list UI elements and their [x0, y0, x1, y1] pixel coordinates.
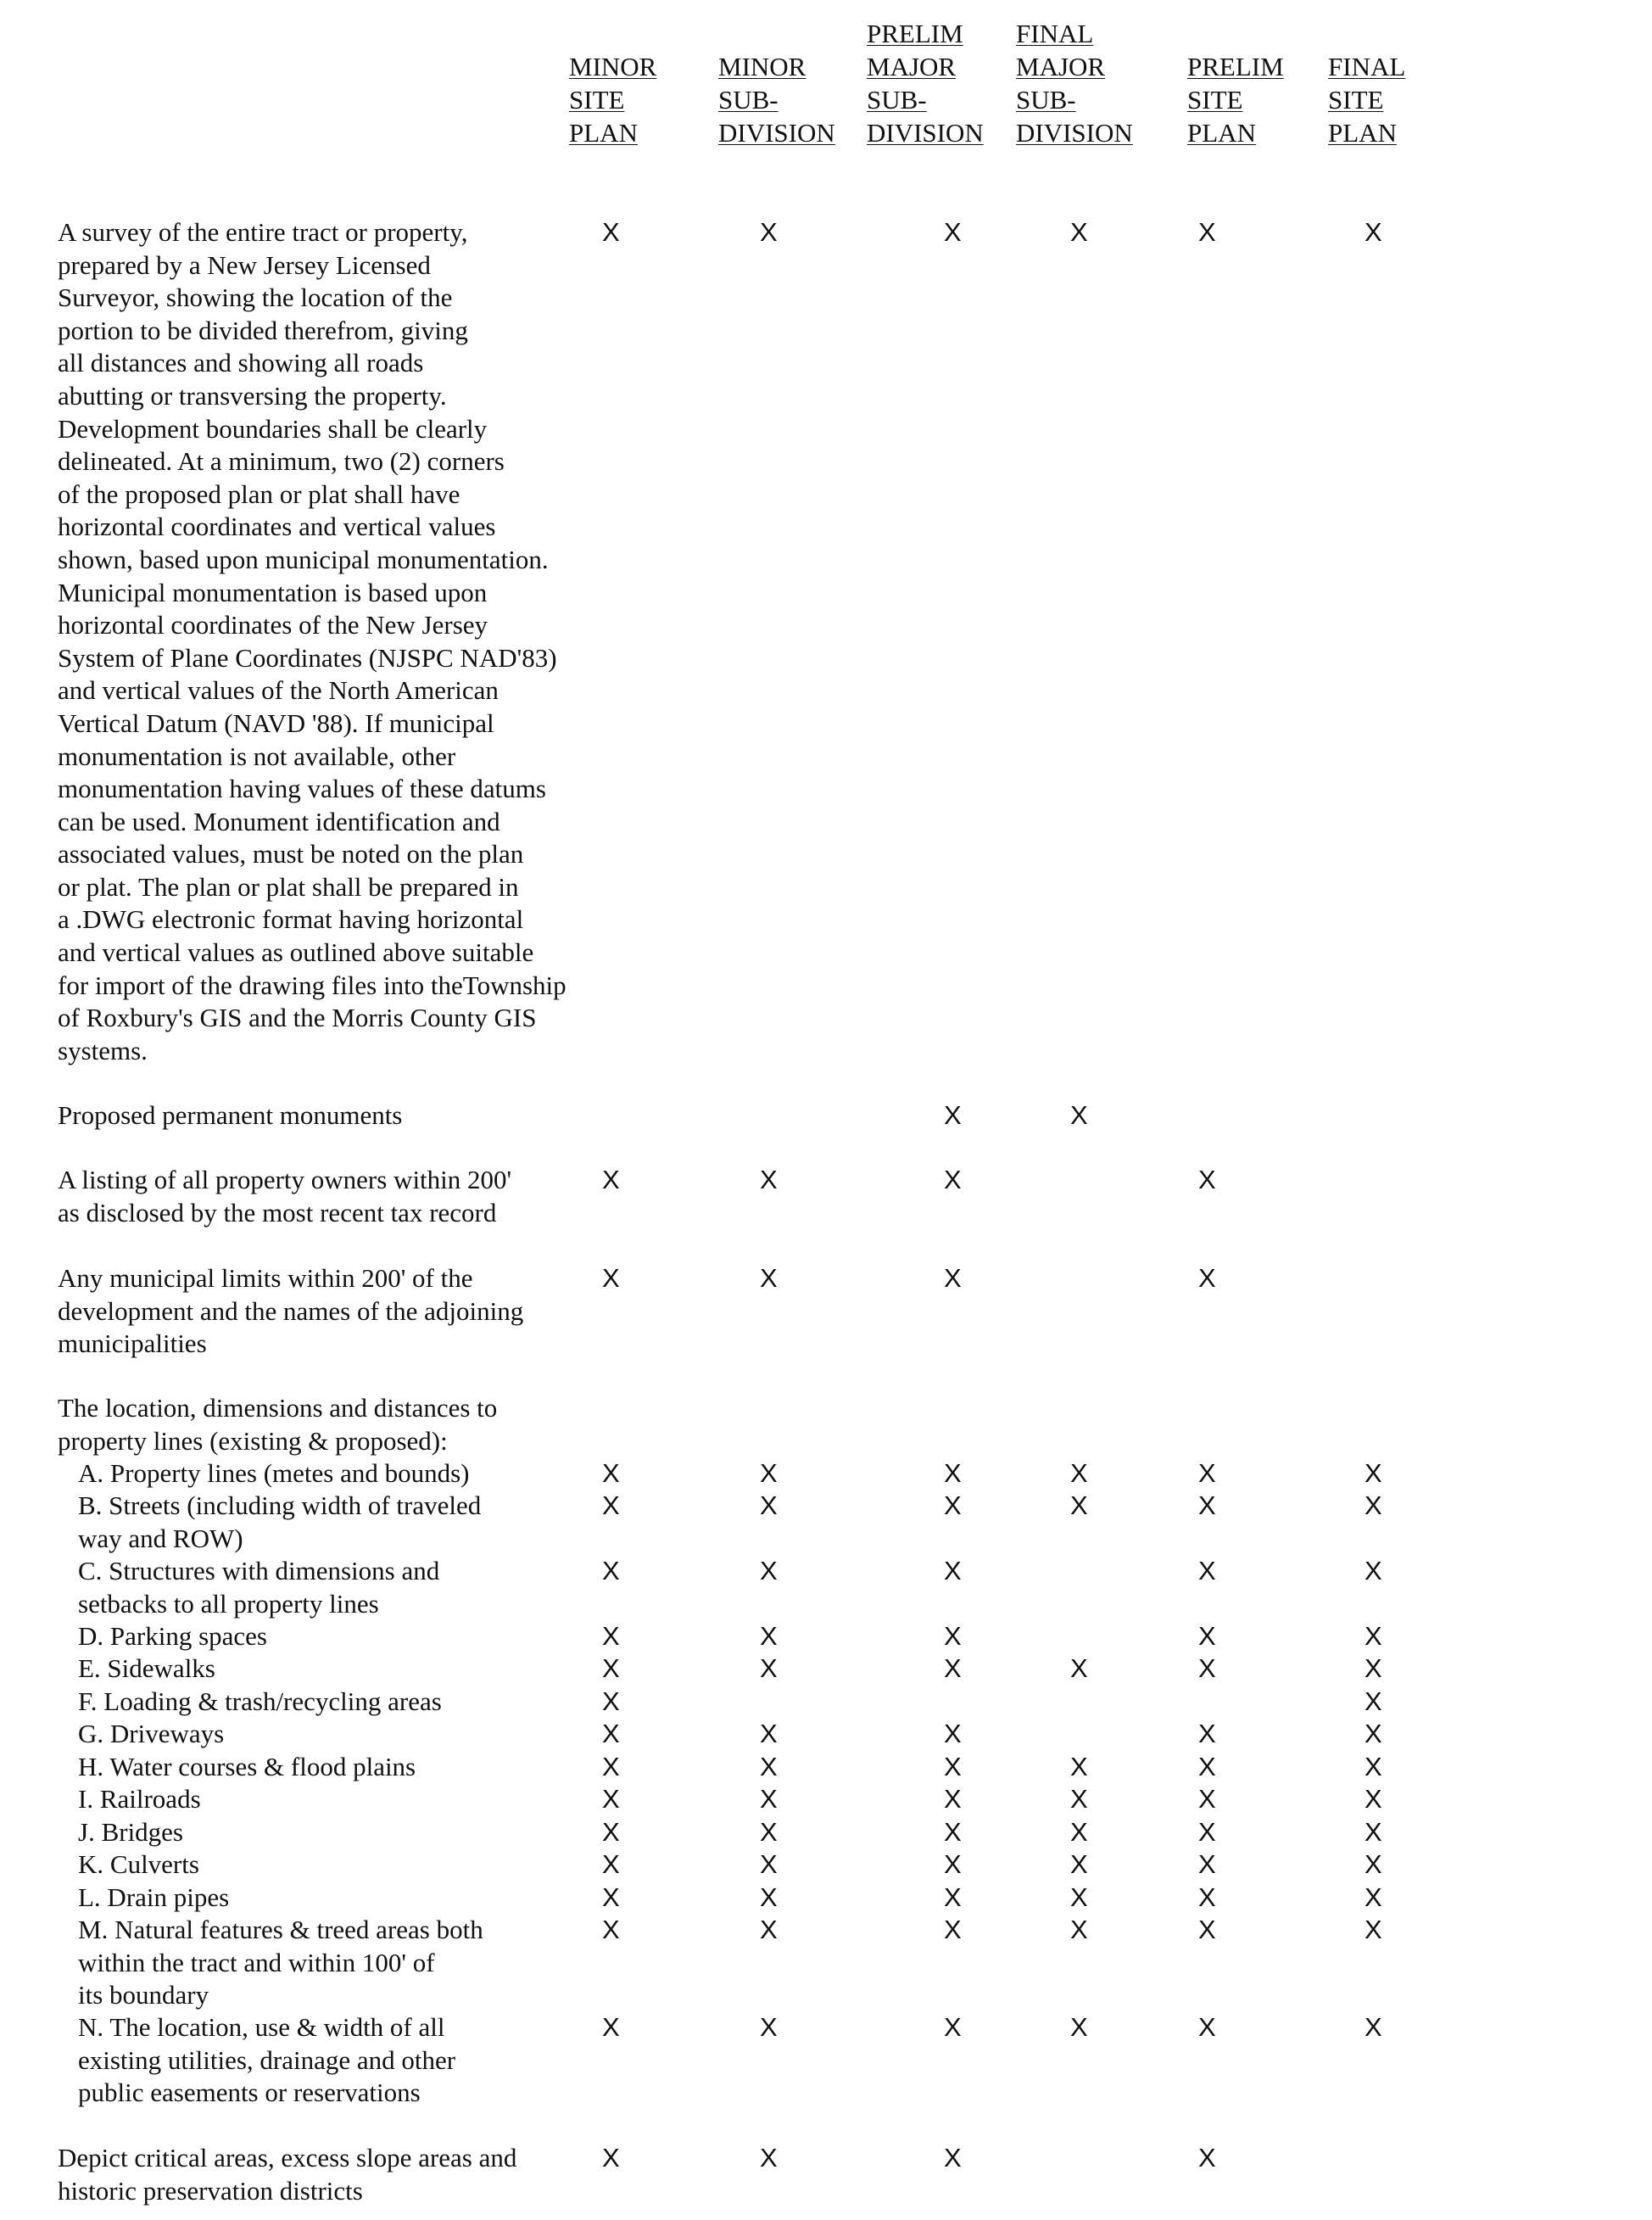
- header-line: DIVISION: [1016, 118, 1133, 148]
- check-mark: X: [1198, 217, 1216, 247]
- header-line: MAJOR: [1016, 52, 1106, 81]
- row-description: A. Property lines (metes and bounds): [78, 1458, 470, 1488]
- check-mark: X: [1365, 1882, 1382, 1912]
- check-mark: X: [760, 2143, 778, 2172]
- check-mark: X: [944, 1915, 962, 1944]
- column-header-minor-site-plan: [569, 14, 656, 149]
- check-mark: X: [1070, 1752, 1088, 1781]
- row-description: F. Loading & trash/recycling areas: [78, 1686, 442, 1716]
- check-mark: X: [1365, 1653, 1382, 1683]
- check-mark: X: [602, 1556, 620, 1585]
- row-description: D. Parking spaces: [78, 1621, 267, 1651]
- column-header-prelim-major-subdivision: [867, 14, 984, 149]
- row-description: Any municipal limits within 200' of the development and the names of the adjoining municipalities: [58, 1263, 524, 1359]
- check-mark: X: [1198, 1556, 1216, 1585]
- check-mark: X: [944, 1263, 962, 1293]
- header-line: FINAL: [1328, 52, 1406, 81]
- row-description: Depict critical areas, excess slope areas and historic preservation districts: [58, 2143, 517, 2206]
- header-line: MINOR: [569, 52, 657, 81]
- check-mark: X: [602, 1621, 620, 1651]
- check-mark: X: [760, 1719, 778, 1748]
- check-mark: X: [602, 2012, 620, 2042]
- check-mark: X: [944, 1165, 962, 1194]
- check-mark: X: [602, 1653, 620, 1683]
- check-mark: X: [1070, 1653, 1088, 1683]
- check-mark: X: [602, 1784, 620, 1814]
- check-mark: X: [602, 1263, 620, 1293]
- check-mark: X: [1070, 1490, 1088, 1520]
- check-mark: X: [944, 1752, 962, 1781]
- check-mark: X: [1198, 1882, 1216, 1912]
- check-mark: X: [760, 1490, 778, 1520]
- check-mark: X: [1365, 217, 1382, 247]
- check-mark: X: [1198, 1817, 1216, 1847]
- check-mark: X: [760, 1817, 778, 1847]
- check-mark: X: [1198, 1849, 1216, 1879]
- check-mark: X: [1365, 1817, 1382, 1847]
- check-mark: X: [760, 1882, 778, 1912]
- check-mark: X: [1365, 1458, 1382, 1488]
- row-description: H. Water courses & flood plains: [78, 1752, 416, 1781]
- check-mark: X: [760, 1784, 778, 1814]
- check-mark: X: [1198, 1165, 1216, 1194]
- check-mark: X: [1198, 1719, 1216, 1748]
- header-line: PRELIM: [1187, 52, 1284, 81]
- check-mark: X: [760, 217, 778, 247]
- row-description: J. Bridges: [78, 1817, 183, 1847]
- check-mark: X: [760, 1263, 778, 1293]
- check-mark: X: [602, 1849, 620, 1879]
- check-mark: X: [1070, 1458, 1088, 1488]
- check-mark: X: [1070, 2012, 1088, 2042]
- check-mark: X: [760, 1915, 778, 1944]
- check-mark: X: [944, 1458, 962, 1488]
- header-line: PLAN: [1187, 118, 1256, 148]
- check-mark: X: [1365, 1849, 1382, 1879]
- check-mark: X: [602, 1915, 620, 1944]
- check-mark: X: [1198, 1458, 1216, 1488]
- check-mark: X: [1198, 1653, 1216, 1683]
- check-mark: X: [1198, 2143, 1216, 2172]
- check-mark: X: [1365, 1784, 1382, 1814]
- header-line: SUB-: [867, 85, 927, 115]
- check-mark: X: [944, 2143, 962, 2172]
- row-description: N. The location, use & width of all existing utilities, drainage and other public easements or reservations: [78, 2012, 456, 2108]
- row-description: B. Streets (including width of traveled way and ROW): [78, 1490, 482, 1553]
- header-line: SITE: [569, 85, 625, 115]
- row-description: A survey of the entire tract or property, prepared by a New Jersey Licensed Surveyor, showing the location of the portion to be divided therefrom, giving all distances and showing all roads abutting or transversing the property. Development boundaries shall be clearly delineated. At a minimum, two (2) corners of the proposed plan or plat shall have horizontal coordinates and vertical values shown, based upon municipal monumentation. Municipal monumentation is based upon horizontal coordinates of the New Jersey System of Plane Coordinates (NJSPC NAD'83) and vertical values of the North American Vertical Datum (NAVD '88). If municipal monumentation is not available, other monumentation having values of these datums can be used. Monument identification and associated values, must be noted on the plan or plat. The plan or plat shall be prepared in a .DWG electronic format having horizontal and vertical values as outlined above suitable for import of the drawing files into theTownship of Roxbury's GIS and the Morris County GIS systems.: [58, 217, 566, 1065]
- check-mark: X: [1070, 217, 1088, 247]
- header-line: MAJOR: [867, 52, 957, 81]
- row-description: K. Culverts: [78, 1849, 199, 1879]
- check-mark: X: [1070, 1882, 1088, 1912]
- check-mark: X: [944, 1100, 962, 1130]
- row-description: The location, dimensions and distances to property lines (existing & proposed):: [58, 1393, 498, 1456]
- check-mark: X: [602, 1490, 620, 1520]
- check-mark: X: [1198, 1752, 1216, 1781]
- check-mark: X: [602, 1686, 620, 1716]
- check-mark: X: [1365, 1719, 1382, 1748]
- check-mark: X: [1365, 1490, 1382, 1520]
- check-mark: X: [1365, 1915, 1382, 1944]
- header-line: FINAL: [1016, 19, 1094, 48]
- check-mark: X: [944, 2012, 962, 2042]
- column-header-prelim-site-plan: [1187, 14, 1284, 149]
- row-description: E. Sidewalks: [78, 1653, 215, 1683]
- check-mark: X: [602, 1817, 620, 1847]
- check-mark: X: [602, 1752, 620, 1781]
- check-mark: X: [944, 1556, 962, 1585]
- check-mark: X: [1365, 2012, 1382, 2042]
- header-line: SITE: [1328, 85, 1384, 115]
- check-mark: X: [602, 1165, 620, 1194]
- header-line: DIVISION: [718, 118, 835, 148]
- check-mark: X: [944, 1653, 962, 1683]
- check-mark: X: [944, 1784, 962, 1814]
- header-line: SUB-: [718, 85, 779, 115]
- check-mark: X: [1070, 1915, 1088, 1944]
- check-mark: X: [602, 1719, 620, 1748]
- check-mark: X: [760, 2012, 778, 2042]
- row-description: L. Drain pipes: [78, 1882, 230, 1912]
- column-header-minor-subdivision: [718, 14, 835, 149]
- header-line: SITE: [1187, 85, 1243, 115]
- check-mark: X: [1070, 1817, 1088, 1847]
- check-mark: X: [944, 1849, 962, 1879]
- check-mark: X: [1070, 1849, 1088, 1879]
- row-description: C. Structures with dimensions and setbacks to all property lines: [78, 1556, 440, 1619]
- check-mark: X: [760, 1621, 778, 1651]
- header-line: PLAN: [569, 118, 638, 148]
- check-mark: X: [760, 1849, 778, 1879]
- check-mark: X: [602, 217, 620, 247]
- check-mark: X: [760, 1458, 778, 1488]
- column-header-final-major-subdivision: [1016, 14, 1133, 149]
- check-mark: X: [944, 1817, 962, 1847]
- check-mark: X: [1198, 1621, 1216, 1651]
- row-description: G. Driveways: [78, 1719, 225, 1748]
- check-mark: X: [1365, 1752, 1382, 1781]
- header-line: PLAN: [1328, 118, 1397, 148]
- check-mark: X: [1198, 2012, 1216, 2042]
- check-mark: X: [1198, 1915, 1216, 1944]
- check-mark: X: [944, 217, 962, 247]
- row-description: I. Railroads: [78, 1784, 201, 1814]
- check-mark: X: [1198, 1490, 1216, 1520]
- check-mark: X: [760, 1165, 778, 1194]
- row-description: M. Natural features & treed areas both within the tract and within 100' of its boundary: [78, 1915, 483, 2010]
- check-mark: X: [760, 1752, 778, 1781]
- check-mark: X: [602, 1458, 620, 1488]
- check-mark: X: [1198, 1263, 1216, 1293]
- check-mark: X: [1365, 1621, 1382, 1651]
- check-mark: X: [944, 1719, 962, 1748]
- check-mark: X: [944, 1490, 962, 1520]
- check-mark: X: [602, 1882, 620, 1912]
- header-line: SUB-: [1016, 85, 1076, 115]
- check-mark: X: [944, 1882, 962, 1912]
- row-description: A listing of all property owners within 200' as disclosed by the most recent tax record: [58, 1165, 512, 1227]
- check-mark: X: [1365, 1556, 1382, 1585]
- check-mark: X: [602, 2143, 620, 2172]
- check-mark: X: [1198, 1784, 1216, 1814]
- check-mark: X: [760, 1653, 778, 1683]
- check-mark: X: [944, 1621, 962, 1651]
- header-line: PRELIM: [867, 19, 963, 48]
- check-mark: X: [760, 1556, 778, 1585]
- row-description: Proposed permanent monuments: [58, 1100, 403, 1130]
- check-mark: X: [1070, 1784, 1088, 1814]
- check-mark: X: [1070, 1100, 1088, 1130]
- column-header-final-site-plan: [1328, 14, 1405, 149]
- check-mark: X: [1365, 1686, 1382, 1716]
- header-line: DIVISION: [867, 118, 984, 148]
- header-line: MINOR: [718, 52, 806, 81]
